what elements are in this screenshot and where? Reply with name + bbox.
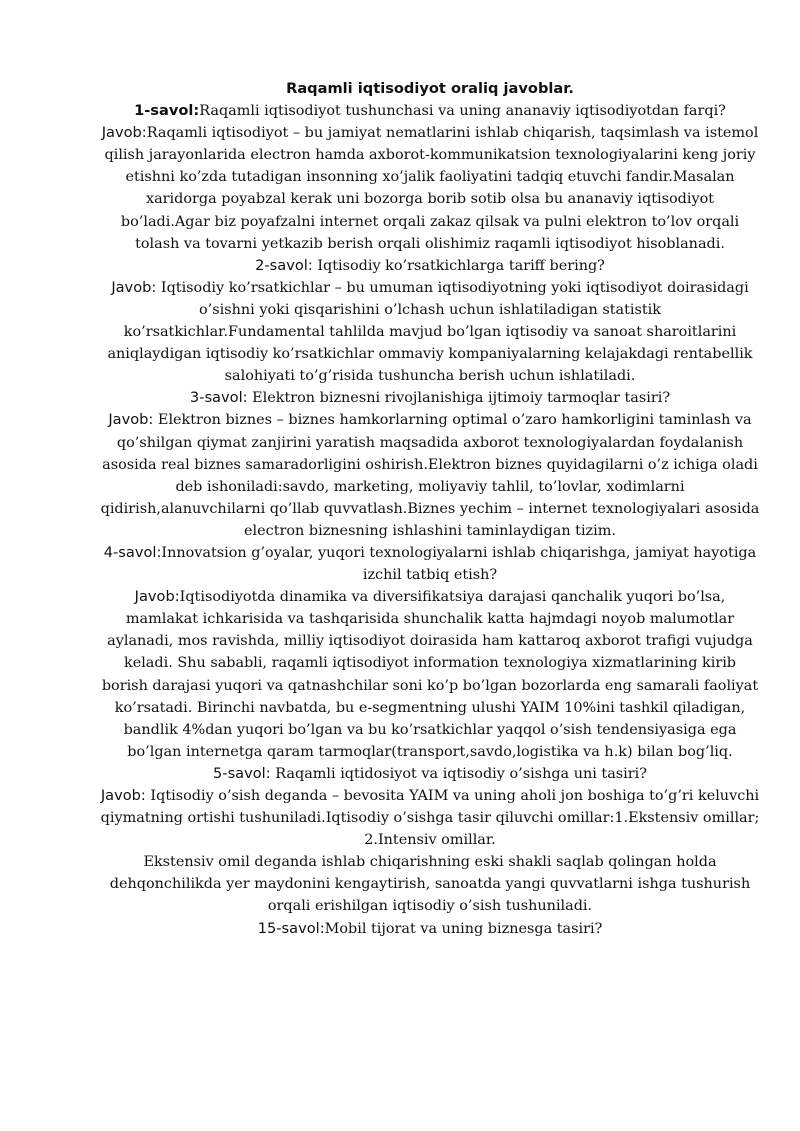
answer-5-item-2: 2.Intensiv omillar. bbox=[364, 832, 496, 849]
answer-4-text: Iqtisodiyotda dinamika va diversifikatsiya darajasi qanchalik yuqori bo’lsa, mamlakat ichkarisida va tashqarisida shunchalik katta hajmdagi noyob malumotlar aylanadi, mos ravishda, milliy iqtisodiyot doirasida ham kattaroq axborot trafigi vujudga keladi. Shu sababli, raqamli iqtisodiyot information texnologiya xizmatlarining kirib borish darajasi yuqori va qatnashchilar soni ko’p bo’lgan bozorlarda eng samarali faoliyat ko’rsatadi. Birinchi navbatda, bu e-segmentning ulushi YAIM 10%ini tashkil qiladigan, bandlik 4%dan yuqori bo’lgan va bu ko’rsatkichlar yaqqol o’sish tendensiyasiga ega bo’lgan internetga qaram tarmoqlar(transport,savdo,logistika va h.k) bilan bog’liq. bbox=[101, 589, 759, 760]
question-3-label: 3-savol: bbox=[189, 389, 248, 407]
answer-1-label: Javob: bbox=[101, 124, 147, 142]
answer-2 bbox=[100, 277, 760, 387]
question-4-label: 4-savol: bbox=[103, 543, 162, 561]
question-2 bbox=[100, 255, 760, 277]
question-5-label: 5-savol: bbox=[213, 764, 271, 782]
answer-5-extensive: Ekstensiv omil deganda ishlab chiqarishning eski shakli saqlab qolingan holda dehqonchilikda yer maydonini kengaytirish, sanoatda yangi quvvatlarni ishga tushurish orqali erishilgan iqtisodiy o’sish tushuniladi. bbox=[109, 854, 751, 915]
answer-3-text: Elektron biznes – biznes hamkorlarning optimal o’zaro hamkorligini taminlash va qo’shilgan qiymat zanjirini yaratish maqsadida axborot texnologiyalardan foydalanish asosida real biznes samaradorligini oshirish.Elektron biznes quyidagilarni o’z ichiga oladi deb ishoniladi:savdo, marketing, moliyaviy tahlil, to’lovlar, xodimlarni qidirish,alanuvchilarni qo’llab quvvatlash.Biznes yechim – internet texnologiyalari asosida electron biznesning ishlashini taminlaydigan tizim. bbox=[100, 412, 760, 539]
document-title: Raqamli iqtisodiyot oraliq javoblar. bbox=[286, 80, 574, 97]
question-1-text: Raqamli iqtisodiyot tushunchasi va uning ananaviy iqtisodiyotdan farqi? bbox=[199, 103, 726, 120]
answer-3-label: Javob: bbox=[108, 411, 154, 429]
answer-4-label: Javob: bbox=[134, 588, 180, 606]
question-1-label: 1-savol: bbox=[134, 102, 200, 120]
answer-2-label: Javob: bbox=[111, 278, 157, 296]
question-5-text: Raqamli iqtidosiyot va iqtisodiy o’sishga uni tasiri? bbox=[270, 765, 647, 782]
answer-4 bbox=[100, 586, 760, 763]
question-4 bbox=[100, 542, 760, 586]
question-3-text: Elektron biznesni rivojlanishiga ijtimoiy tarmoqlar tasiri? bbox=[247, 390, 671, 407]
answer-1-text: Raqamli iqtisodiyot – bu jamiyat nematlarini ishlab chiqarish, taqsimlash va istemol qilish jarayonlarida electron hamda axborot-kommunikatsion texnologiyalarini keng joriy etishni ko’zda tutadigan insonning xo’jalik faoliyatini tadqiq etuvchi fandir.Masalan xaridorga poyabzal kerak uni bozorga borib sotib olsa bu ananaviy iqtisodiyot bo’ladi.Agar biz poyafzalni internet orqali zakaz qilsak va pulni elektron to’lov orqali tolash va tovarni yetkazib berish orqali olishimiz raqamli iqtisodiyot hisoblanadi. bbox=[104, 125, 759, 252]
question-2-label: 2-savol: bbox=[255, 256, 313, 274]
answer-1 bbox=[100, 122, 760, 255]
document-page bbox=[100, 78, 760, 940]
answer-5-text: Iqtisodiy o’sish deganda – bevosita YAIM va uning aholi jon boshiga to’g’ri keluvchi qiymatning ortishi tushuniladi.Iqtisodiy o’sishga tasir qiluvchi omillar:1.Ekstensiv omillar; bbox=[100, 788, 760, 827]
question-2-text: Iqtisodiy ko’rsatkichlarga tariff bering? bbox=[312, 257, 605, 274]
question-5 bbox=[100, 763, 760, 785]
answer-5-label: Javob: bbox=[100, 787, 146, 804]
question-4-text: Innovatsion g’oyalar, yuqori texnologiyalarni ishlab chiqarishga, jamiyat hayotiga izchil tatbiq etish? bbox=[161, 544, 757, 584]
question-1 bbox=[100, 100, 760, 122]
question-3 bbox=[100, 387, 760, 409]
question-15-label: 15-savol: bbox=[257, 919, 325, 937]
question-15-text: Mobil tijorat va uning biznesga tasiri? bbox=[324, 920, 603, 937]
answer-2-text: Iqtisodiy ko’rsatkichlar – bu umuman iqtisodiyotning yoki iqtisodiyot doirasidagi o’sishni yoki qisqarishini o’lchash uchun ishlatiladigan statistik ko’rsatkichlar.Fundamental tahlilda mavjud bo’lgan iqtisodiy va sanoat sharoitlarini aniqlaydigan iqtisodiy ko’rsatkichlar ommaviy kompaniyalarning kelajakdagi rentabellik salohiyati to’g’risida tushuncha berish uchun ishlatiladi. bbox=[107, 279, 753, 385]
question-15 bbox=[100, 918, 760, 940]
answer-3 bbox=[100, 409, 760, 542]
answer-5 bbox=[100, 785, 760, 829]
